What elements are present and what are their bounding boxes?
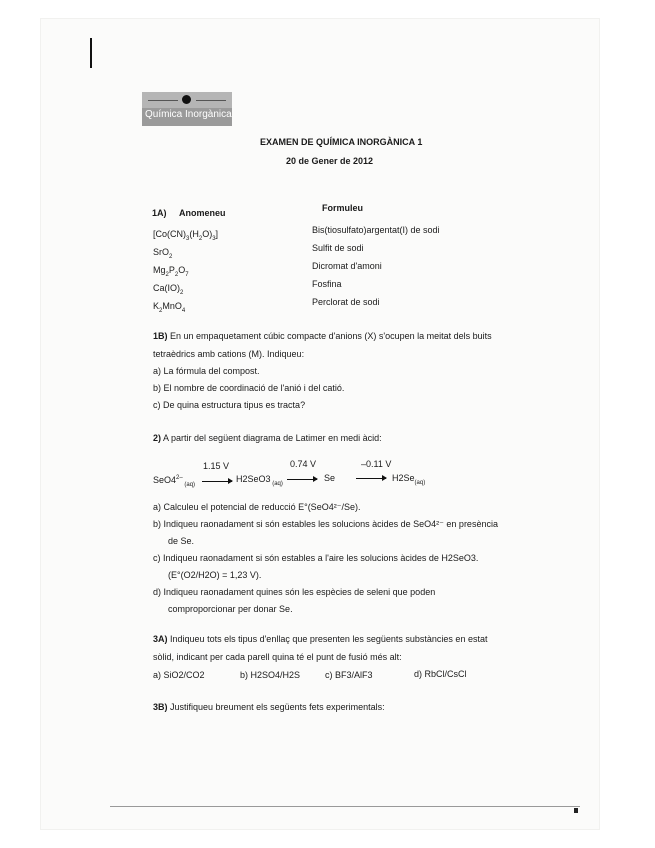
logo-rule-left — [148, 100, 178, 101]
species-h2se: $H2Se_{(aq)}$ — [392, 473, 426, 486]
q3a-option-c: c) BF3/AlF3 — [325, 670, 373, 680]
q1a-heading — [152, 208, 226, 219]
logo-text: Química Inorgànica — [145, 109, 232, 120]
potential-3: –0.11 V — [361, 459, 392, 469]
q2-intro-line — [153, 433, 382, 444]
q3a-option-a: a) SiO2/CO2 — [153, 670, 205, 680]
arrow-1 — [202, 481, 232, 482]
potential-2: 0.74 V — [290, 459, 317, 469]
q2-b2: de Se. — [168, 536, 195, 546]
name-5: Perclorat de sodi — [312, 297, 380, 307]
potential-1: 1.15 V — [203, 461, 230, 471]
q1b-b: b) El nombre de coordinació de l'anió i del catió. — [153, 383, 345, 393]
species-se: Se — [324, 473, 336, 483]
q3a-label: 3A) — [153, 634, 168, 644]
atom-icon — [182, 95, 191, 104]
species-h2seo3: H2SeO3 $_{(aq)}$ — [236, 474, 283, 487]
q3b-label: 3B) — [153, 702, 168, 712]
name-2: Sulfit de sodi — [312, 243, 364, 253]
logo — [142, 92, 232, 126]
scan-mark — [90, 38, 92, 68]
arrow-2 — [287, 479, 317, 480]
name-4: Fosfina — [312, 279, 342, 289]
q1b-line2: tetraèdrics amb cations (M). Indiqueu: — [153, 349, 305, 359]
q2-b1: b) Indiqueu raonadament si són estables les solucions àcides de SeO4²⁻ en presència — [153, 519, 498, 529]
q1a-label: 1A) — [152, 208, 167, 218]
q2-intro: A partir del següent diagrama de Latimer en medi àcid: — [163, 433, 382, 443]
q2-c1: c) Indiqueu raonadament si són estables a l'aire les solucions àcides de H2SeO3. — [153, 553, 479, 563]
q2-c2: (E°(O2/H2O) = 1,23 V). — [168, 570, 262, 580]
q1b-line1: 1B) En un empaquetament cúbic compacte d'anions (X) s'ocupen la meitat dels buits — [153, 331, 492, 341]
q3a-option-d: d) RbCl/CsCl — [414, 669, 467, 679]
q3b-line — [153, 702, 385, 713]
q3a-option-b: b) H2SO4/H2S — [240, 670, 301, 680]
q1a-col-right: Formuleu — [322, 203, 364, 213]
q2-label: 2) — [153, 433, 162, 443]
q1a-col-left: Anomeneu — [179, 208, 226, 218]
page-edge — [110, 806, 580, 807]
exam-date: 20 de Gener de 2012 — [286, 156, 374, 166]
formula-5: $K_2MnO_4$ — [153, 301, 186, 314]
formula-4: $Ca(IO)_2$ — [153, 283, 184, 296]
logo-rule-right — [196, 100, 226, 101]
formula-1: $[Co(CN)_3(H_2O)_3]$ — [153, 229, 219, 242]
name-1: Bis(tiosulfato)argentat(I) de sodi — [312, 225, 440, 235]
q2-d2: comproporcionar per donar Se. — [168, 604, 293, 614]
q1b-a: a) La fórmula del compost. — [153, 366, 260, 376]
q3a-line2: sòlid, indicant per cada parell quina té el punt de fusió més alt: — [153, 652, 402, 662]
name-3: Dicromat d'amoni — [312, 261, 382, 271]
species-seo4: $SeO4^{2-}$ $_{(aq)}$ — [153, 475, 196, 488]
q3b-text: Justifiqueu breument els següents fets experimentals: — [170, 702, 385, 712]
arrow-3 — [356, 478, 386, 479]
q1b-label: 1B) — [153, 331, 168, 341]
formula-2: SrO$_2$ — [153, 247, 173, 260]
q2-a: a) Calculeu el potencial de reducció E°(SeO4²⁻/Se). — [153, 502, 361, 512]
q3a-line1: 3A) Indiqueu tots els tipus d'enllaç que presenten les següents substàncies en estat — [153, 634, 488, 644]
q2-d1: d) Indiqueu raonadament quines són les espècies de seleni que poden — [153, 587, 436, 597]
scan-corner-mark — [574, 808, 578, 813]
exam-title: EXAMEN DE QUÍMICA INORGÀNICA 1 — [260, 137, 423, 147]
formula-3: $Mg_2P_2O_7$ — [153, 265, 189, 278]
q1b-c: c) De quina estructura tipus es tracta? — [153, 400, 306, 410]
